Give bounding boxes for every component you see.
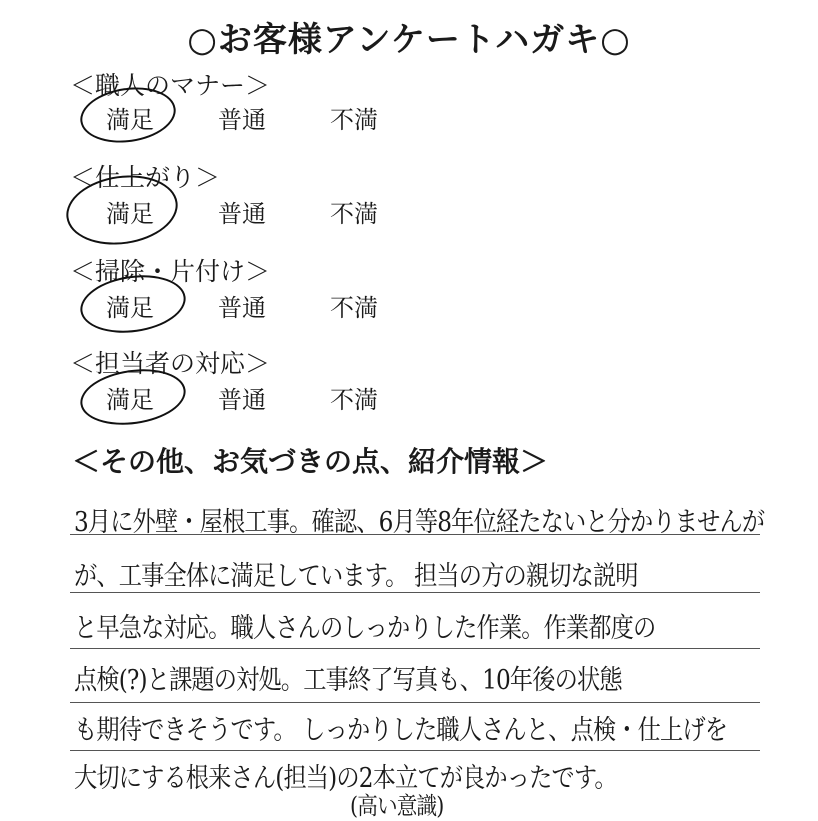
- other-comments-heading: ＜その他、お気づきの点、紹介情報＞: [72, 445, 549, 478]
- option-unsatisfied-staff[interactable]: 不満: [330, 386, 378, 414]
- option-satisfied-staff[interactable]: 満足: [106, 386, 154, 414]
- comment-line-5: も期待できそうです。 しっかりした職人さんと、点検・仕上げを: [74, 715, 728, 746]
- option-unsatisfied-cleanup[interactable]: 不満: [330, 294, 378, 322]
- option-unsatisfied-manner[interactable]: 不満: [330, 106, 378, 134]
- comment-line-3: と早急な対応。職人さんのしっかりした作業。作業都度の: [74, 613, 656, 644]
- option-normal-finish[interactable]: 普通: [218, 200, 266, 228]
- comment-rule: [70, 648, 760, 649]
- question-label-manner: ＜職人のマナー＞: [70, 71, 271, 100]
- option-satisfied-manner[interactable]: 満足: [106, 106, 154, 134]
- option-satisfied-finish[interactable]: 満足: [106, 200, 154, 228]
- option-unsatisfied-finish[interactable]: 不満: [330, 200, 378, 228]
- comment-rule: [70, 750, 760, 751]
- comment-line-1: 3月に外壁・屋根工事。確認、6月等8年位経たないと分かりませんが: [74, 507, 765, 538]
- option-normal-manner[interactable]: 普通: [218, 106, 266, 134]
- comment-line-6: 大切にする根来さん(担当)の2本立てが良かったです。: [74, 763, 617, 794]
- comment-rule: [70, 702, 760, 703]
- question-label-staff: ＜担当者の対応＞: [70, 349, 271, 378]
- comment-line-7: (高い意識): [350, 792, 444, 820]
- page-title: ○お客様アンケートハガキ○: [187, 20, 631, 60]
- comment-line-2: が、工事全体に満足しています。 担当の方の親切な説明: [74, 561, 638, 592]
- question-label-finish: ＜仕上がり＞: [70, 163, 221, 192]
- question-label-cleanup: ＜掃除・片付け＞: [70, 257, 271, 286]
- option-normal-staff[interactable]: 普通: [218, 386, 266, 414]
- comment-line-4: 点検(?)と課題の対処。工事終了写真も、10年後の状態: [74, 665, 622, 696]
- option-satisfied-cleanup[interactable]: 満足: [106, 294, 154, 322]
- option-normal-cleanup[interactable]: 普通: [218, 294, 266, 322]
